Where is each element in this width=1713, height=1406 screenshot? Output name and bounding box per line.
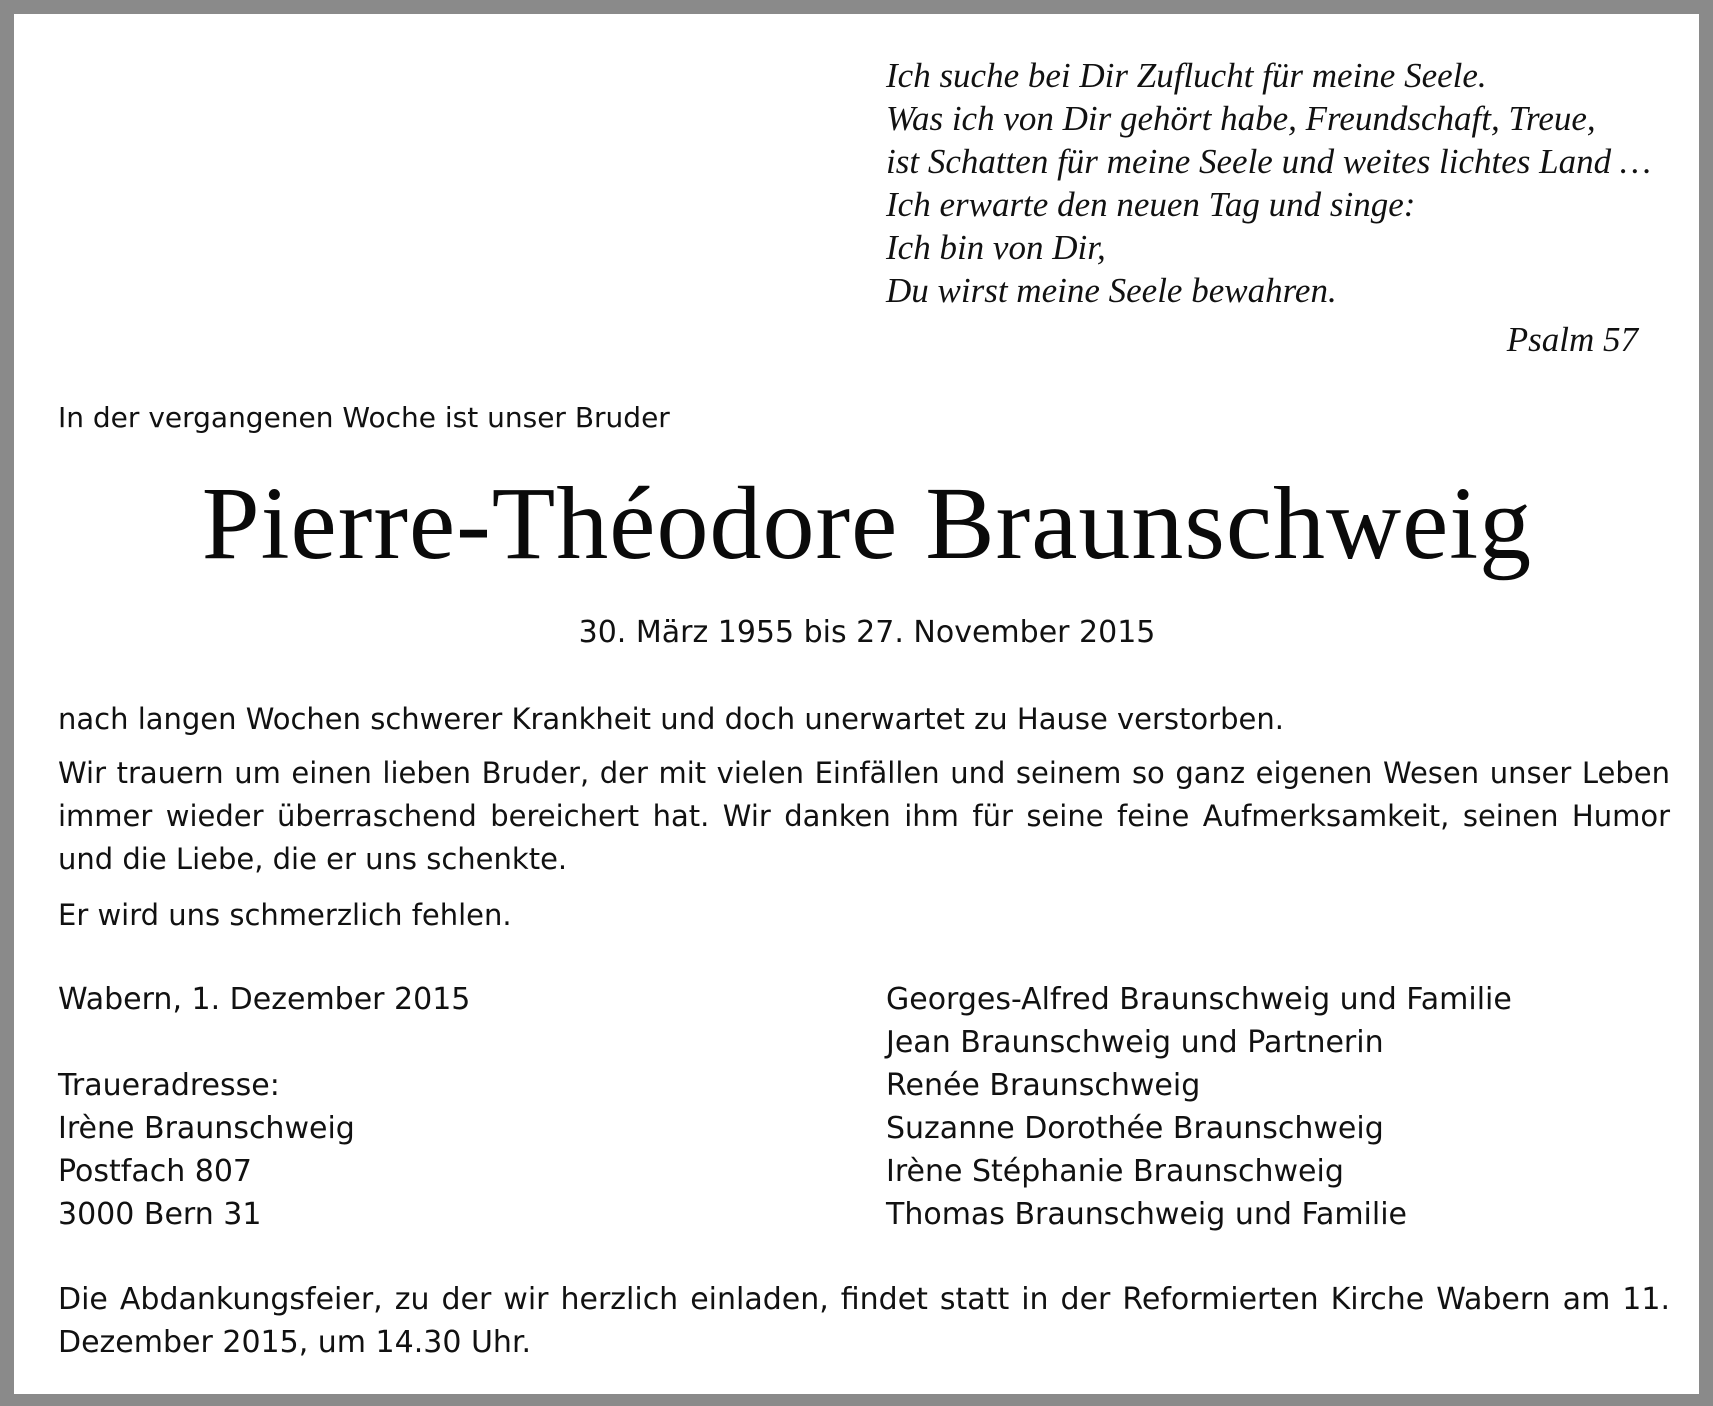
place-date: Wabern, 1. Dezember 2015 xyxy=(58,982,471,1017)
mourner-name: Georges-Alfred Braunschweig und Familie xyxy=(886,982,1512,1017)
mourners-list xyxy=(886,978,1512,1236)
mourning-address xyxy=(58,1064,355,1236)
intro-text: In der vergangenen Woche ist unser Bruder xyxy=(58,401,670,434)
mourner-name: Irène Stéphanie Braunschweig xyxy=(886,1154,1344,1189)
address-line: 3000 Bern 31 xyxy=(58,1197,262,1232)
verse-line: Ich erwarte den neuen Tag und singe: xyxy=(886,185,1416,224)
mourner-name: Thomas Braunschweig und Familie xyxy=(886,1197,1408,1232)
funeral-service-info: Die Abdankungsfeier, zu der wir herzlich einladen, findet statt in der Reformierten Kirche Wabern am 11. Dezember 2015, um 14.30 Uhr. xyxy=(58,1282,1670,1360)
address-line: Irène Braunschweig xyxy=(58,1111,355,1146)
verse-line: Ich bin von Dir, xyxy=(886,228,1106,267)
death-statement: nach langen Wochen schwerer Krankheit und doch unerwartet zu Hause verstorben. xyxy=(58,702,1284,736)
address-label: Traueradresse: xyxy=(58,1068,280,1103)
psalm-verse xyxy=(886,54,1666,312)
verse-line: Was ich von Dir gehört habe, Freundschaft, Treue, xyxy=(886,99,1596,138)
life-dates: 30. März 1955 bis 27. November 2015 xyxy=(578,615,1156,650)
mourner-name: Jean Braunschweig und Partnerin xyxy=(886,1025,1384,1060)
verse-line: ist Schatten für meine Seele und weites lichtes Land … xyxy=(886,142,1652,181)
farewell-line: Er wird uns schmerzlich fehlen. xyxy=(58,898,512,932)
deceased-name: Pierre-Théodore Braunschweig xyxy=(201,466,1533,581)
verse-line: Du wirst meine Seele bewahren. xyxy=(886,271,1337,310)
mourner-name: Suzanne Dorothée Braunschweig xyxy=(886,1111,1384,1146)
address-line: Postfach 807 xyxy=(58,1154,253,1189)
verse-source: Psalm 57 xyxy=(1506,320,1638,359)
verse-line: Ich suche bei Dir Zuflucht für meine Seele. xyxy=(886,56,1487,95)
tribute-paragraph: Wir trauern um einen lieben Bruder, der mit vielen Einfällen und seinem so ganz eigenen Wesen unser Leben immer wieder überraschend bereichert hat. Wir danken ihm für seine feine Aufmerksamkeit, seinen Humor und die Liebe, die er uns schenkte. xyxy=(58,756,1670,876)
mourner-name: Renée Braunschweig xyxy=(886,1068,1201,1103)
